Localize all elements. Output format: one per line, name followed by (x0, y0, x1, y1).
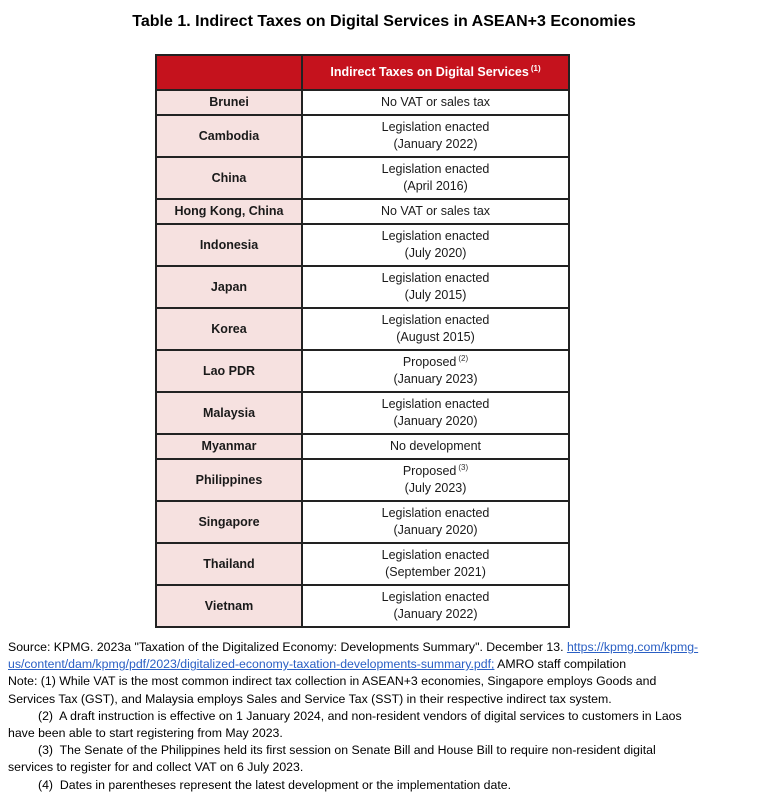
economy-cell: Korea (156, 308, 302, 350)
economy-cell: Indonesia (156, 224, 302, 266)
economy-cell: China (156, 157, 302, 199)
table-row (156, 585, 569, 627)
table-body (156, 90, 569, 627)
status-cell (302, 199, 569, 224)
status-text: Legislation enacted (381, 590, 490, 604)
status-date: (August 2015) (396, 330, 475, 344)
status-date: (April 2016) (403, 179, 468, 193)
table-row (156, 199, 569, 224)
status-date: (January 2020) (393, 414, 478, 428)
table-row (156, 224, 569, 266)
note-line: Services Tax (GST), and Malaysia employs Sales and Service Tax (SST) in their respective indirect tax system. (8, 691, 612, 706)
header-status-label: Indirect Taxes on Digital Services (330, 65, 529, 79)
status-text: Proposed (402, 355, 457, 369)
status-cell (302, 459, 569, 501)
table-row (156, 392, 569, 434)
status-cell (302, 350, 569, 392)
economy-cell: Vietnam (156, 585, 302, 627)
economy-cell: Myanmar (156, 434, 302, 459)
source-line-1 (8, 639, 760, 656)
table-row (156, 434, 569, 459)
status-text: Legislation enacted (381, 313, 490, 327)
header-note-ref: (1) (530, 63, 541, 73)
header-economy-cell (156, 55, 302, 90)
note-line: (4) Dates in parentheses represent the latest development or the implementation date. (38, 777, 512, 792)
source-suffix: AMRO staff compilation (494, 657, 627, 672)
status-date: (July 2023) (404, 481, 467, 495)
header-status-cell (302, 55, 569, 90)
table-row (156, 308, 569, 350)
note-ref: (2) (458, 353, 469, 363)
table-container (155, 54, 768, 628)
table-row (156, 115, 569, 157)
status-cell (302, 501, 569, 543)
status-text: Legislation enacted (381, 120, 490, 134)
status-cell (302, 585, 569, 627)
status-date: (January 2022) (393, 607, 478, 621)
status-date: (July 2020) (404, 246, 467, 260)
status-cell (302, 90, 569, 115)
economy-cell: Thailand (156, 543, 302, 585)
status-cell (302, 543, 569, 585)
status-text: Proposed (402, 464, 457, 478)
source-link[interactable]: us/content/dam/kpmg/pdf/2023/digitalized-economy-taxation-developments-summary.pdf; (8, 657, 495, 672)
status-date: (January 2023) (393, 372, 478, 386)
table-row (156, 90, 569, 115)
status-date: (July 2015) (404, 288, 467, 302)
source-link[interactable]: https://kpmg.com/kpmg- (566, 640, 699, 654)
status-text: No development (389, 439, 482, 453)
status-text: Legislation enacted (381, 271, 490, 285)
source-prefix: Source: KPMG. 2023a "Taxation of the Digitalized Economy: Developments Summary". December 13. (8, 640, 567, 654)
status-cell (302, 434, 569, 459)
status-text: No VAT or sales tax (380, 204, 491, 218)
source-line-2 (8, 656, 760, 673)
note-line: services to register for and collect VAT on 6 July 2023. (8, 760, 304, 775)
status-text: No VAT or sales tax (380, 95, 491, 109)
table-row (156, 501, 569, 543)
economy-cell: Hong Kong, China (156, 199, 302, 224)
status-cell (302, 308, 569, 350)
economy-cell: Brunei (156, 90, 302, 115)
indirect-taxes-table (155, 54, 570, 628)
note-line: have been able to start registering from May 2023. (8, 726, 283, 741)
footer (0, 639, 768, 794)
status-date: (September 2021) (385, 565, 486, 579)
table-row (156, 157, 569, 199)
status-cell (302, 392, 569, 434)
economy-cell: Japan (156, 266, 302, 308)
economy-cell: Cambodia (156, 115, 302, 157)
table-header-row (156, 55, 569, 90)
economy-cell: Singapore (156, 501, 302, 543)
note-line: (3) The Senate of the Philippines held its first session on Senate Bill and House Bill to require non-resident digital (38, 743, 656, 758)
page-title: Table 1. Indirect Taxes on Digital Services in ASEAN+3 Economies (132, 13, 636, 30)
table-row (156, 459, 569, 501)
status-cell (302, 157, 569, 199)
economy-cell: Lao PDR (156, 350, 302, 392)
economy-cell: Philippines (156, 459, 302, 501)
status-date: (January 2022) (393, 137, 478, 151)
economy-cell: Malaysia (156, 392, 302, 434)
status-text: Legislation enacted (381, 548, 490, 562)
table-row (156, 350, 569, 392)
note-line: Note: (1) While VAT is the most common indirect tax collection in ASEAN+3 economies, Singapore employs Goods and (8, 674, 657, 689)
table-row (156, 266, 569, 308)
status-cell (302, 266, 569, 308)
note-line: (2) A draft instruction is effective on 1 January 2024, and non-resident vendors of digital services to customers in Laos (38, 708, 682, 723)
note-ref: (3) (458, 462, 469, 472)
notes (8, 673, 760, 793)
status-cell (302, 224, 569, 266)
status-text: Legislation enacted (381, 506, 490, 520)
status-text: Legislation enacted (381, 162, 490, 176)
status-cell (302, 115, 569, 157)
table-row (156, 543, 569, 585)
status-text: Legislation enacted (381, 229, 490, 243)
status-date: (January 2020) (393, 523, 478, 537)
status-text: Legislation enacted (381, 397, 490, 411)
